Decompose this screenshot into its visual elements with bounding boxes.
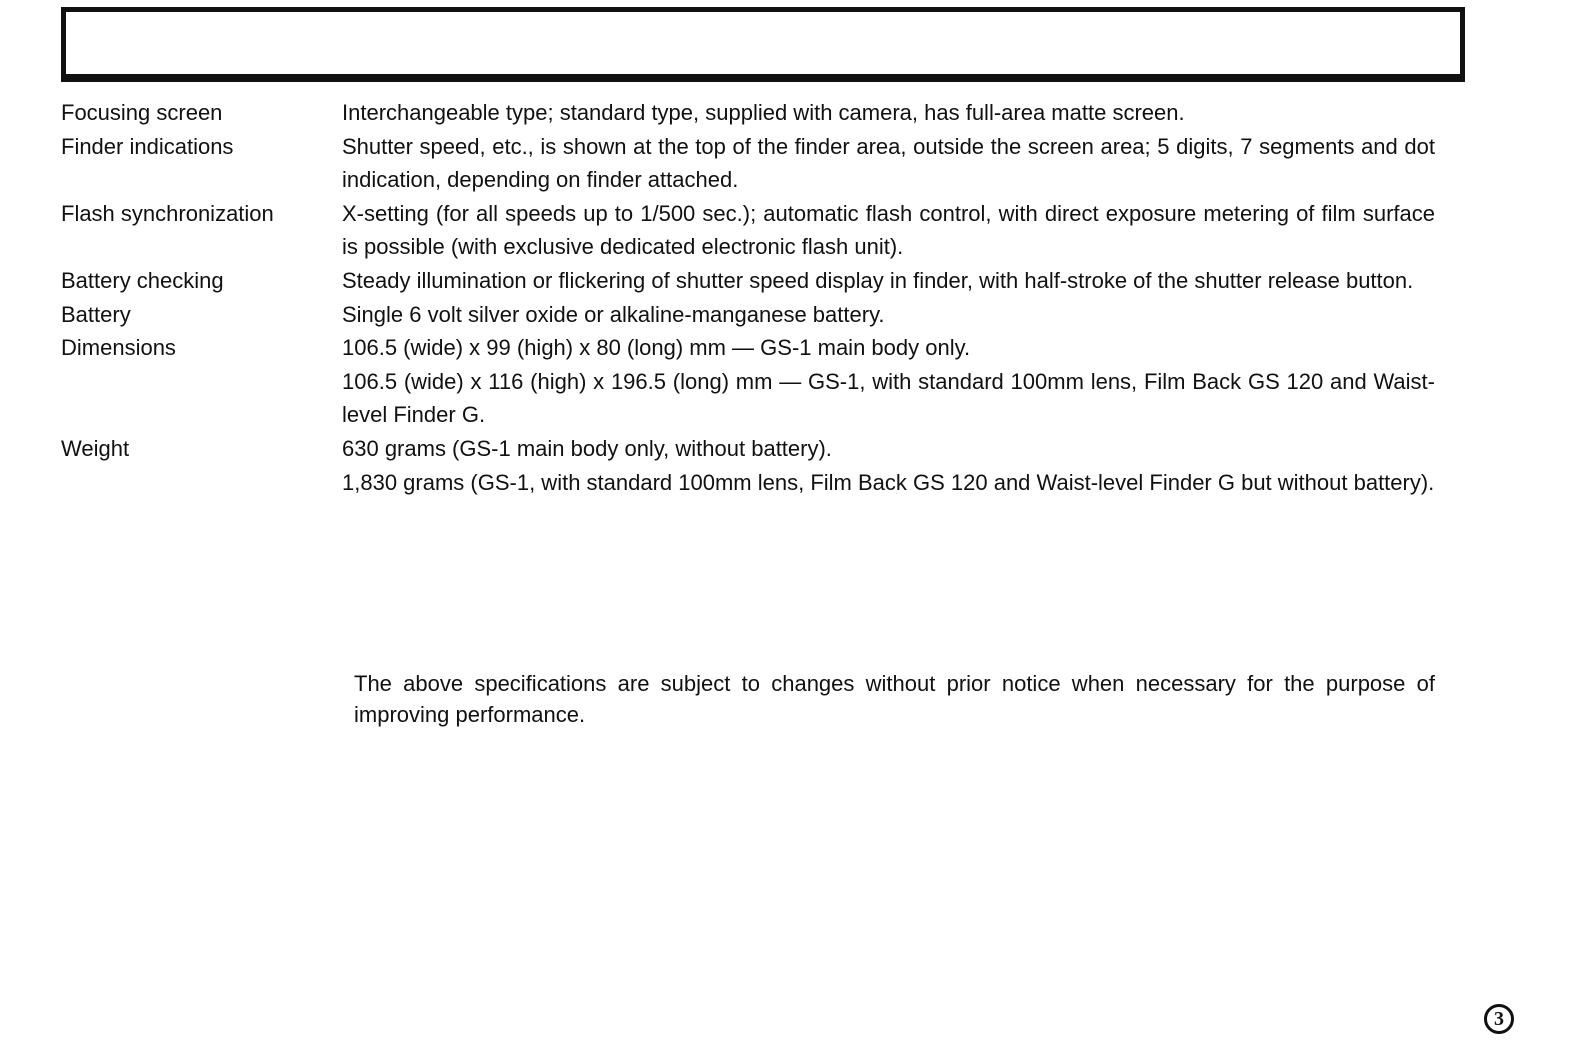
spec-value: Interchangeable type; standard type, supplied with camera, has full-area matte screen. (342, 100, 1185, 125)
spec-row-battery-checking (61, 264, 1435, 298)
spec-row-flash-synchronization (61, 197, 1435, 264)
spec-value: Steady illumination or flickering of shutter speed display in finder, with half-stroke of the shutter release button. (342, 267, 1414, 293)
page-number: 3 (1484, 1004, 1514, 1034)
spec-row-weight (61, 432, 1435, 499)
header-frame (61, 7, 1465, 82)
spec-row-focusing-screen (61, 96, 1435, 130)
spec-value: Shutter speed, etc., is shown at the top of the finder area, outside the screen area; 5 digits, 7 segments and dot indication, depending on finder attached. (342, 133, 1435, 193)
spec-value: X-setting (for all speeds up to 1/500 sec.); automatic flash control, with direct exposure metering of film surface is possible (with exclusive dedicated electronic flash unit). (342, 200, 1435, 260)
spec-table (61, 96, 1435, 499)
spec-value: 630 grams (GS-1 main body only, without battery). (342, 435, 832, 461)
spec-label: Flash synchronization (61, 200, 274, 226)
spec-value: Single 6 volt silver oxide or alkaline-manganese battery. (342, 301, 885, 327)
spec-label: Dimensions (61, 335, 176, 361)
spec-label: Focusing screen (61, 100, 223, 125)
specifications-notice: The above specifications are subject to changes without prior notice when necessary for the purpose of improving performance. (354, 671, 1435, 727)
spec-label: Battery checking (61, 267, 224, 293)
spec-row-dimensions (61, 331, 1435, 432)
spec-label: Weight (61, 435, 130, 461)
spec-label: Finder indications (61, 133, 234, 159)
spec-value: 1,830 grams (GS-1, with standard 100mm lens, Film Back GS 120 and Waist-level Finder G but without battery). (342, 469, 1435, 495)
spec-row-finder-indications (61, 130, 1435, 197)
spec-label: Battery (61, 301, 131, 327)
spec-value: 106.5 (wide) x 116 (high) x 196.5 (long) mm — GS-1, with standard 100mm lens, Film Back GS 120 and Waist-level Finder G. (342, 368, 1435, 428)
spec-value: 106.5 (wide) x 99 (high) x 80 (long) mm — GS-1 main body only. (342, 335, 971, 361)
spec-row-battery (61, 298, 1435, 332)
